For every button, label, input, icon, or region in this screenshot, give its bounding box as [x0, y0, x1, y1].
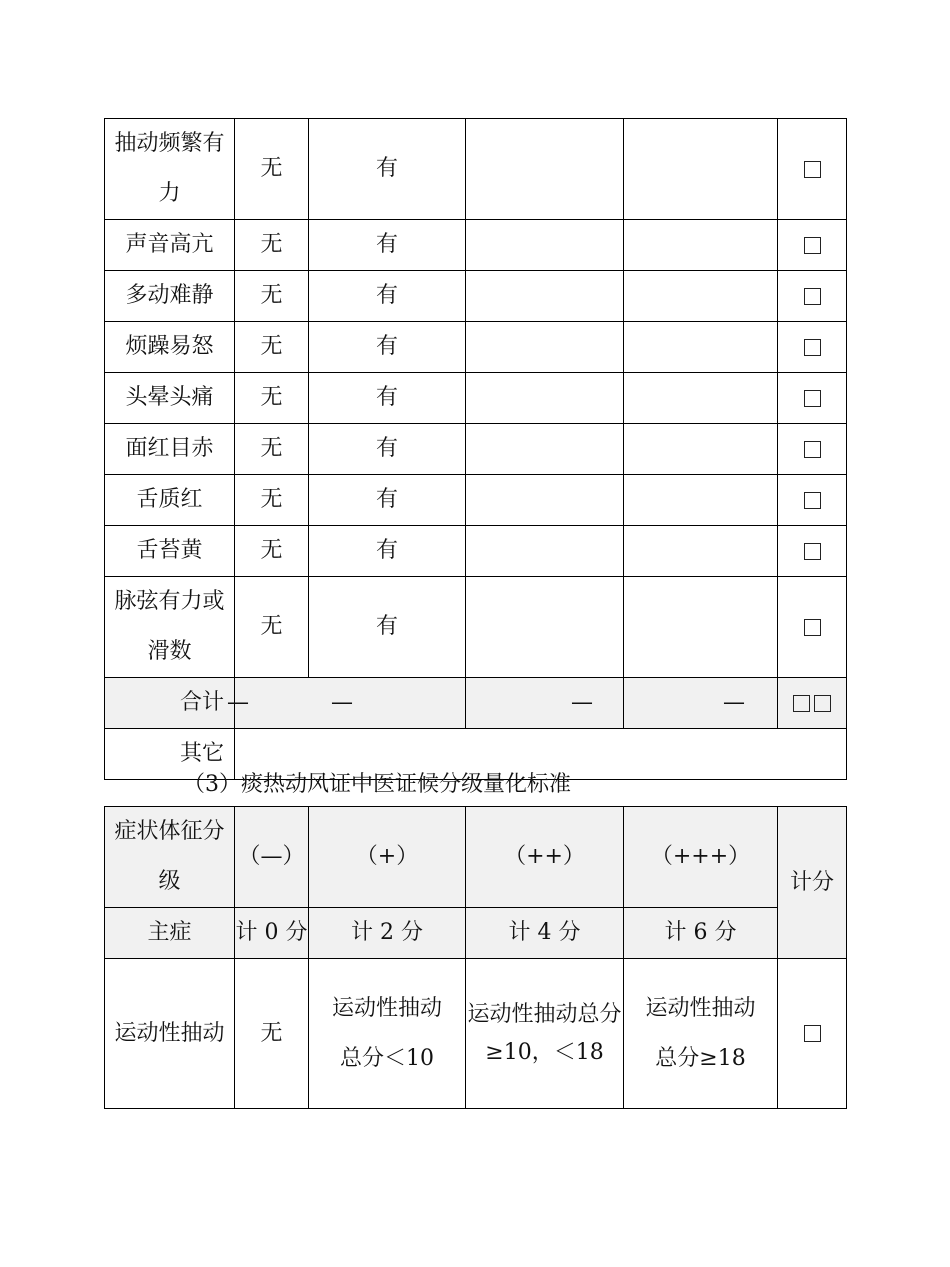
- points-row: [105, 908, 847, 959]
- table-row: [105, 322, 847, 373]
- none-cell: 无: [235, 577, 309, 678]
- none-cell: 无: [235, 271, 309, 322]
- table-row: [105, 220, 847, 271]
- none-cell: 无: [235, 959, 309, 1109]
- total-label: 合计: [105, 678, 235, 729]
- table-row: [105, 424, 847, 475]
- has-cell: 有: [309, 220, 466, 271]
- none-cell: 无: [235, 220, 309, 271]
- empty-cell: [624, 322, 778, 373]
- table-row: [105, 475, 847, 526]
- total-row: [105, 678, 847, 729]
- plus2-cell: 运动性抽动总分≥10，＜18: [466, 959, 624, 1109]
- grade-header: （+）: [309, 807, 466, 908]
- table-row: [105, 373, 847, 424]
- has-cell: 有: [309, 577, 466, 678]
- symptom-cell: 烦躁易怒: [105, 322, 235, 373]
- points-cell: 计 4 分: [466, 908, 624, 959]
- grade-header: （—）: [235, 807, 309, 908]
- none-cell: 无: [235, 475, 309, 526]
- dash-text: —: [331, 690, 353, 715]
- points-cell: 计 0 分: [235, 908, 309, 959]
- header-label: 症状体征分级: [105, 807, 235, 908]
- dash-text: —: [723, 690, 745, 715]
- points-cell: 计 2 分: [309, 908, 466, 959]
- grading-table: [104, 806, 847, 1109]
- symptom-cell: 多动难静: [105, 271, 235, 322]
- total-checkbox-cell[interactable]: [778, 678, 847, 729]
- score-checkbox-cell[interactable]: [778, 220, 847, 271]
- has-cell: 有: [309, 373, 466, 424]
- score-checkbox-cell[interactable]: [778, 577, 847, 678]
- symptom-cell: 舌质红: [105, 475, 235, 526]
- none-cell: 无: [235, 119, 309, 220]
- score-checkbox-cell[interactable]: [778, 526, 847, 577]
- has-cell: 有: [309, 119, 466, 220]
- checkbox-icon[interactable]: [804, 441, 821, 458]
- grade-header: （+++）: [624, 807, 778, 908]
- score-checkbox-cell[interactable]: [778, 959, 847, 1109]
- checkbox-icon[interactable]: [793, 695, 810, 712]
- checkbox-icon[interactable]: [804, 619, 821, 636]
- points-cell: 计 6 分: [624, 908, 778, 959]
- empty-cell: [624, 475, 778, 526]
- empty-cell: [624, 577, 778, 678]
- has-cell: 有: [309, 322, 466, 373]
- checkbox-icon[interactable]: [804, 288, 821, 305]
- checkbox-icon[interactable]: [804, 339, 821, 356]
- none-cell: 无: [235, 373, 309, 424]
- empty-cell: [466, 526, 624, 577]
- score-checkbox-cell[interactable]: [778, 119, 847, 220]
- symptom-cell: 舌苔黄: [105, 526, 235, 577]
- empty-cell: [624, 271, 778, 322]
- plus3-cell: 运动性抽动总分≥18: [624, 959, 778, 1109]
- has-cell: 有: [309, 475, 466, 526]
- checkbox-icon[interactable]: [804, 390, 821, 407]
- symptom-cell: 声音高亢: [105, 220, 235, 271]
- none-cell: 无: [235, 526, 309, 577]
- score-checkbox-cell[interactable]: [778, 271, 847, 322]
- score-checkbox-cell[interactable]: [778, 322, 847, 373]
- empty-cell: [624, 373, 778, 424]
- grade-header-row: [105, 807, 847, 908]
- none-cell: 无: [235, 424, 309, 475]
- table-row: [105, 577, 847, 678]
- checkbox-icon[interactable]: [804, 237, 821, 254]
- empty-cell: [466, 373, 624, 424]
- symptom-cell: 头晕头痛: [105, 373, 235, 424]
- empty-cell: [624, 526, 778, 577]
- score-checkbox-cell[interactable]: [778, 373, 847, 424]
- empty-cell: [466, 475, 624, 526]
- table-row: [105, 271, 847, 322]
- symptom-cell: 脉弦有力或滑数: [105, 577, 235, 678]
- dash-cell: [624, 678, 778, 729]
- other-label: 其它: [105, 729, 235, 780]
- score-header: 计分: [778, 807, 847, 959]
- checkbox-icon[interactable]: [804, 1025, 821, 1042]
- table-row: [105, 526, 847, 577]
- has-cell: 有: [309, 526, 466, 577]
- symptom-cell: 抽动频繁有力: [105, 119, 235, 220]
- symptom-cell: 面红目赤: [105, 424, 235, 475]
- main-label: 主症: [105, 908, 235, 959]
- section-heading: （3）痰热动风证中医证候分级量化标准: [183, 772, 571, 797]
- dash-cell: [227, 678, 466, 729]
- grade-header: （++）: [466, 807, 624, 908]
- checkbox-icon[interactable]: [804, 161, 821, 178]
- empty-cell: [466, 220, 624, 271]
- empty-cell: [466, 577, 624, 678]
- symptom-table: [104, 118, 847, 780]
- score-checkbox-cell[interactable]: [778, 475, 847, 526]
- table-row: [105, 959, 847, 1109]
- empty-cell: [466, 271, 624, 322]
- empty-cell: [466, 119, 624, 220]
- symptom-cell: 运动性抽动: [105, 959, 235, 1109]
- empty-cell: [466, 322, 624, 373]
- empty-cell: [624, 220, 778, 271]
- dash-text: —: [571, 690, 593, 715]
- none-cell: 无: [235, 322, 309, 373]
- empty-cell: [466, 424, 624, 475]
- score-checkbox-cell[interactable]: [778, 424, 847, 475]
- table-row: [105, 119, 847, 220]
- checkbox-icon[interactable]: [804, 492, 821, 509]
- empty-cell: [624, 424, 778, 475]
- has-cell: 有: [309, 271, 466, 322]
- dash-cell: [466, 678, 624, 729]
- checkbox-icon[interactable]: [814, 695, 831, 712]
- plus-cell: 运动性抽动总分＜10: [309, 959, 466, 1109]
- dash-text: —: [227, 690, 249, 715]
- checkbox-icon[interactable]: [804, 543, 821, 560]
- empty-cell: [624, 119, 778, 220]
- has-cell: 有: [309, 424, 466, 475]
